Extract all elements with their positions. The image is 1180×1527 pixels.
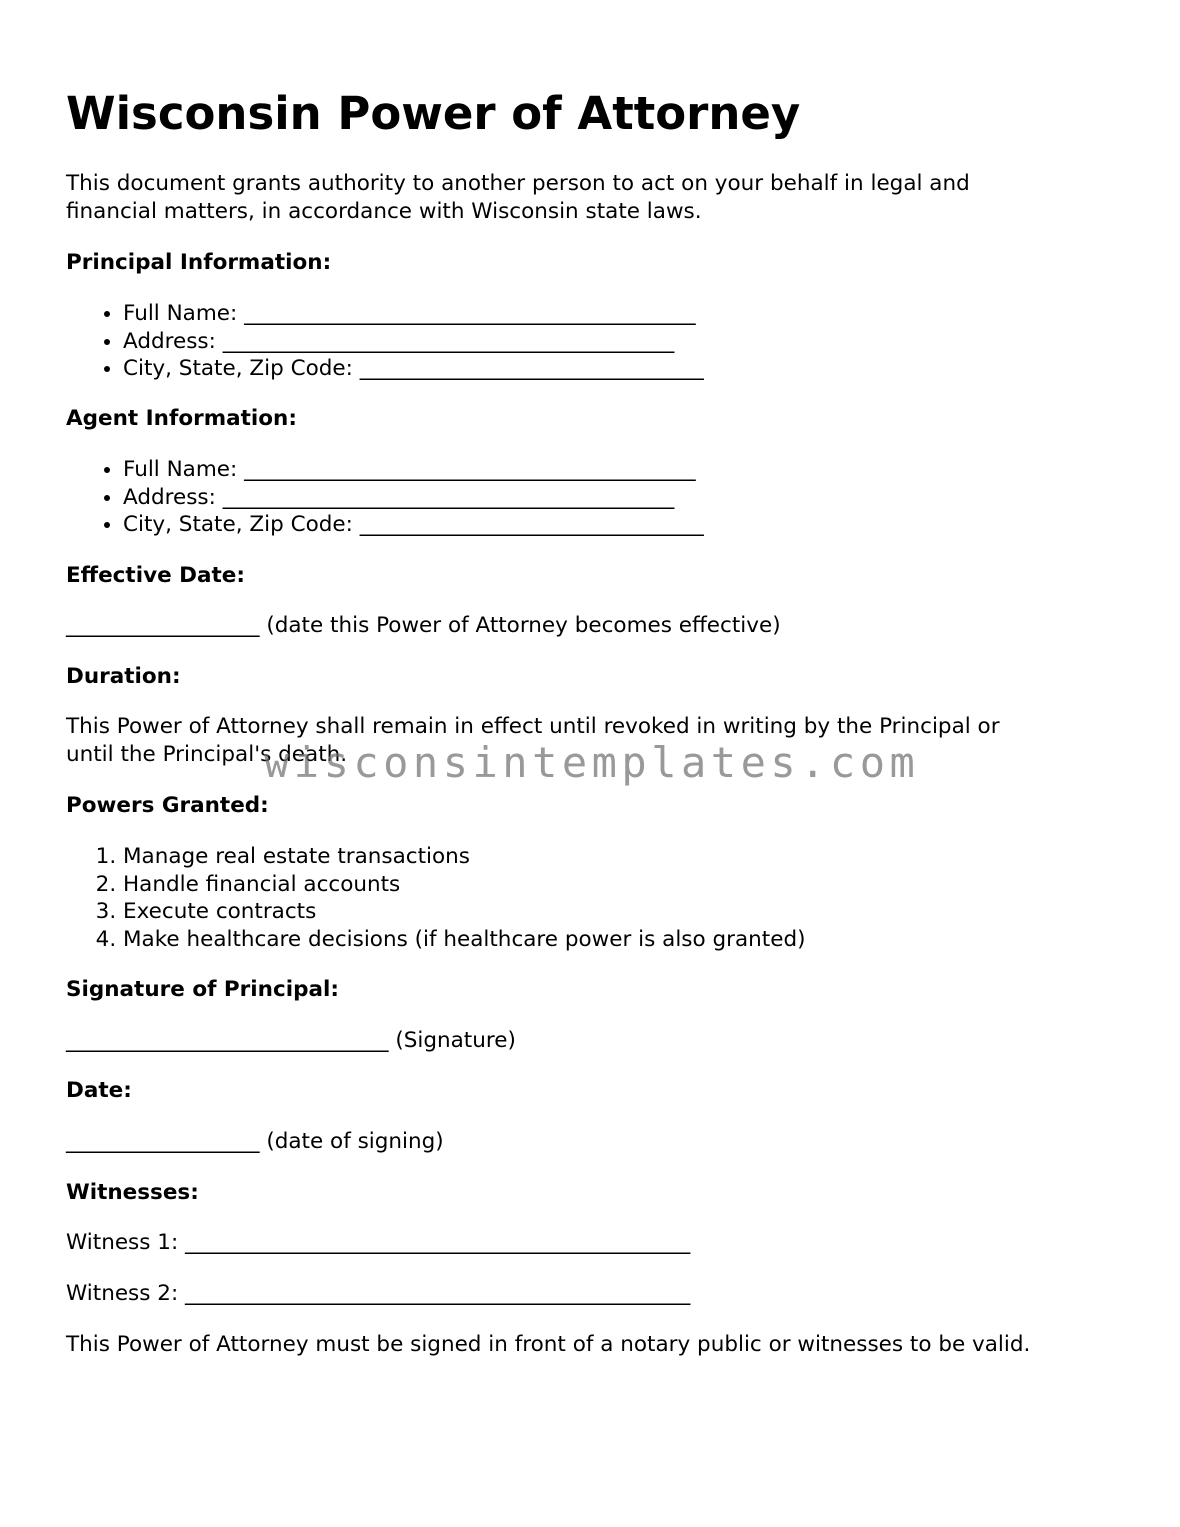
power-item: 4. Make healthcare decisions (if healthcare power is also granted) xyxy=(123,926,805,954)
effective-date-heading: Effective Date: xyxy=(66,563,245,588)
principal-city-state-zip-field: • City, State, Zip Code: ________________________________ xyxy=(123,355,704,383)
power-item: 2. Handle financial accounts xyxy=(123,871,805,899)
document-title: Wisconsin Power of Attorney xyxy=(66,87,801,140)
agent-info-heading: Agent Information: xyxy=(66,406,297,431)
effective-date-line: __________________ (date this Power of Attorney becomes effective) xyxy=(66,613,781,638)
intro-text-line-1: This document grants authority to another person to act on your behalf in legal and xyxy=(66,171,970,196)
witness-2-line: Witness 2: _______________________________________________ xyxy=(66,1281,691,1306)
principal-full-name-field: • Full Name: __________________________________________ xyxy=(123,300,704,328)
witness-1-line: Witness 1: _______________________________________________ xyxy=(66,1230,691,1255)
principal-address-field: • Address: __________________________________________ xyxy=(123,328,704,356)
footer-note: This Power of Attorney must be signed in front of a notary public or witnesses to be valid. xyxy=(66,1332,1031,1357)
duration-text-line-2: until the Principal's death. xyxy=(66,742,348,767)
power-item: 3. Execute contracts xyxy=(123,898,805,926)
duration-heading: Duration: xyxy=(66,664,181,689)
power-item: 1. Manage real estate transactions xyxy=(123,843,805,871)
date-line: __________________ (date of signing) xyxy=(66,1129,444,1154)
powers-granted-heading: Powers Granted: xyxy=(66,793,269,818)
watermark: wisconsintemplates.com xyxy=(264,738,920,787)
witnesses-heading: Witnesses: xyxy=(66,1180,199,1205)
agent-city-state-zip-field: • City, State, Zip Code: ________________________________ xyxy=(123,511,704,539)
signature-line: ______________________________ (Signature) xyxy=(66,1028,516,1053)
agent-info-list xyxy=(66,456,704,539)
principal-info-list xyxy=(66,300,704,383)
signature-heading: Signature of Principal: xyxy=(66,977,339,1002)
duration-text-line-1: This Power of Attorney shall remain in effect until revoked in writing by the Principal or xyxy=(66,714,1000,739)
powers-granted-list xyxy=(66,843,805,953)
date-heading: Date: xyxy=(66,1078,132,1103)
agent-address-field: • Address: __________________________________________ xyxy=(123,484,704,512)
intro-text-line-2: financial matters, in accordance with Wisconsin state laws. xyxy=(66,199,702,224)
principal-info-heading: Principal Information: xyxy=(66,250,332,275)
agent-full-name-field: • Full Name: __________________________________________ xyxy=(123,456,704,484)
